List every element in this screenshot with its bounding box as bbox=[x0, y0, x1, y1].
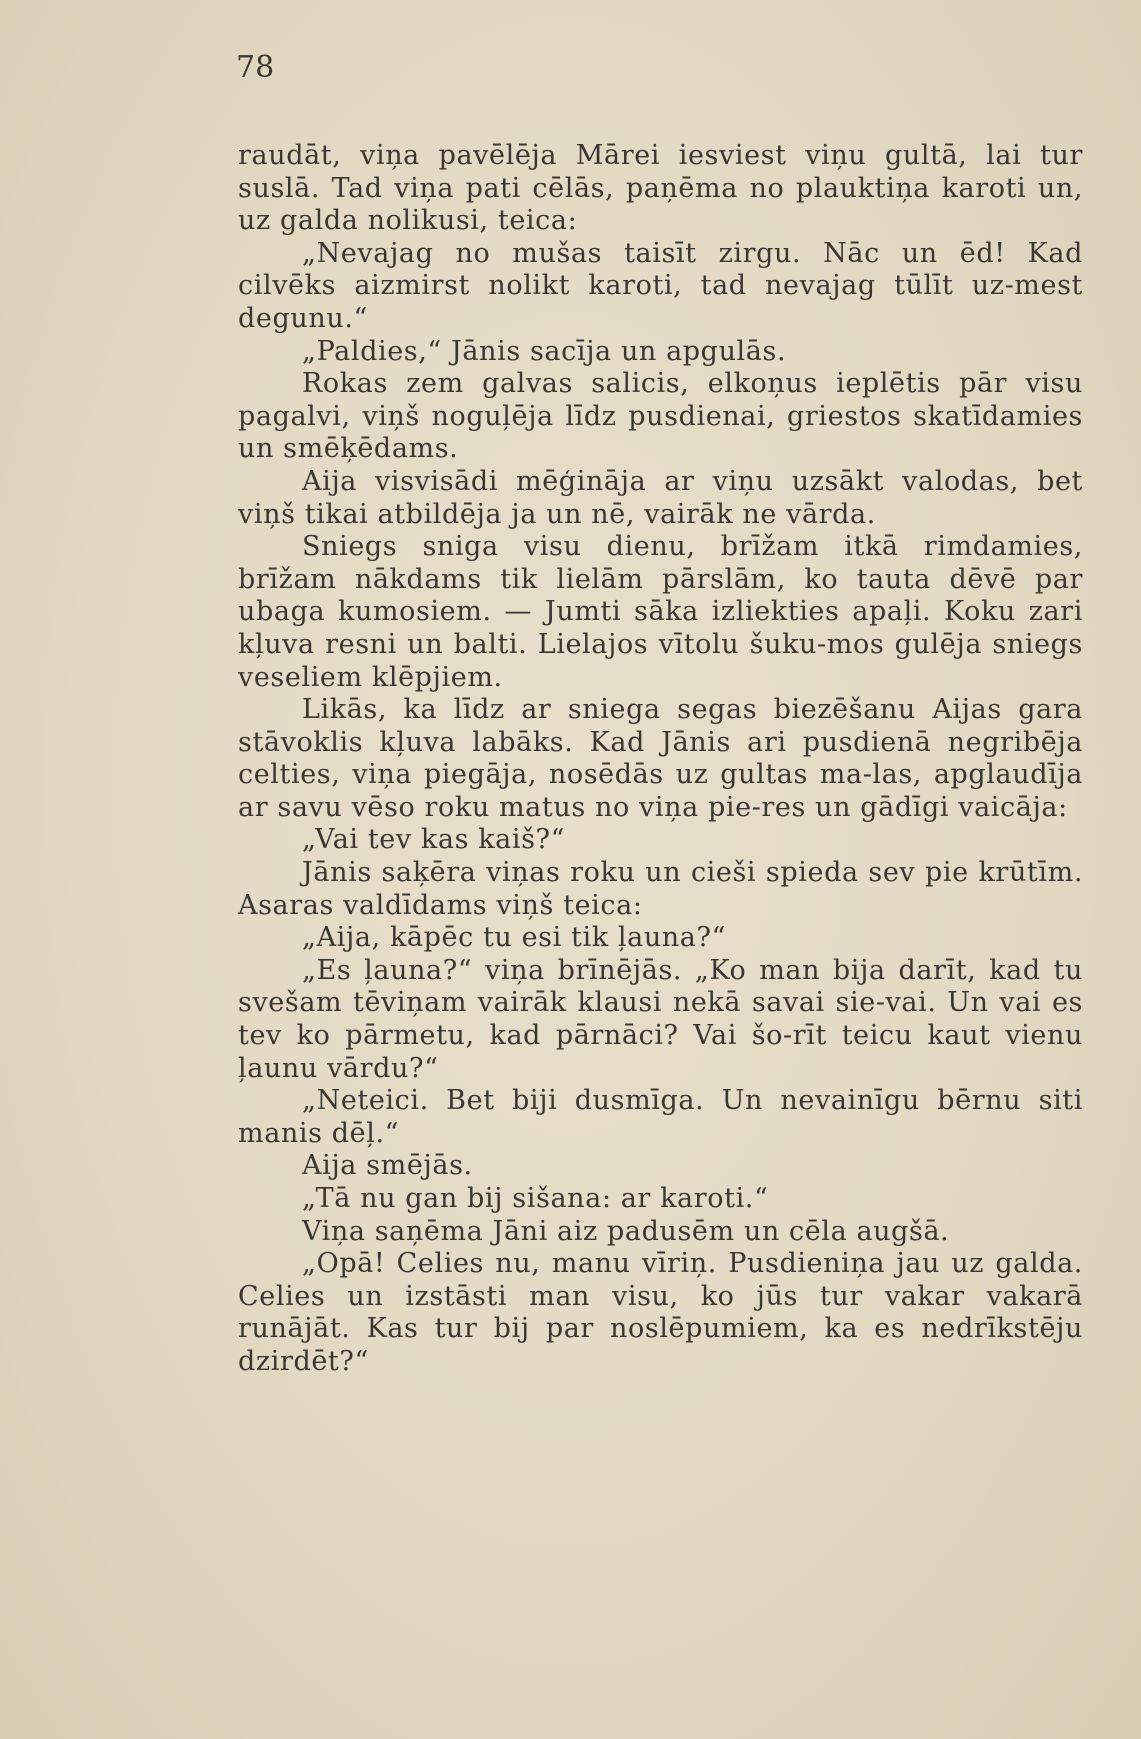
paragraph: Aija smējās. bbox=[302, 1150, 473, 1182]
paragraph: „Opā! Celies nu, manu vīriņ. Pusdieniņa jau uz galda. Celies un izstāsti man visu, ko jūs tur vakar vakarā runājāt. Kas tur bij par noslēpumiem, ka es nedrīkstēju dzirdēt?“ bbox=[238, 1248, 1083, 1377]
paragraph: raudāt, viņa pavēlēja Mārei iesviest viņu gultā, lai tur suslā. Tad viņa pati cēlās, paņēma no plauktiņa karoti un, uz galda nolikusi, teica: bbox=[238, 140, 1083, 237]
paragraph: Jānis saķēra viņas roku un cieši spieda sev pie krūtīm. Asaras valdīdams viņš teica: bbox=[238, 857, 1083, 921]
paragraph: „Neteici. Bet biji dusmīga. Un nevainīgu bērnu siti manis dēļ.“ bbox=[238, 1085, 1083, 1149]
paragraph: Viņa saņēma Jāni aiz padusēm un cēla augšā. bbox=[302, 1215, 950, 1247]
paragraph: Likās, ka līdz ar sniega segas biezēšanu Aijas gara stāvoklis kļuva labāks. Kad Jānis ari pusdienā negribēja celties, viņa piegāja, nosēdās uz gultas ma-las, apglaudīja ar savu vēso roku matus no viņa pie-res un gādīgi vaicāja: bbox=[238, 694, 1083, 823]
paragraph: Sniegs sniga visu dienu, brīžam itkā rimdamies, brīžam nākdams tik lielām pārslām, ko tauta dēvē par ubaga kumosiem. — Jumti sāka izliekties apaļi. Koku zari kļuva resni un balti. Lielajos vītolu šuku-mos gulēja sniegs veseliem klēpjiem. bbox=[238, 531, 1083, 693]
paragraph: „Es ļauna?“ viņa brīnējās. „Ko man bija darīt, kad tu svešam tēviņam vairāk klausi nekā savai sie-vai. Un vai es tev ko pārmetu, kad pārnāci? Vai šo-rīt teicu kaut vienu ļaunu vārdu?“ bbox=[238, 954, 1083, 1084]
page-number: 78 bbox=[236, 50, 275, 85]
paragraph: „Aija, kāpēc tu esi tik ļauna?“ bbox=[302, 922, 726, 954]
paragraph: „Paldies,“ Jānis sacīja un apgulās. bbox=[302, 335, 787, 367]
body-text bbox=[238, 140, 1083, 1379]
paragraph: Aija visvisādi mēģināja ar viņu uzsākt valodas, bet viņš tikai atbildēja ja un nē, vairāk ne vārda. bbox=[238, 465, 1083, 530]
paragraph: „Tā nu gan bij sišana: ar karoti.“ bbox=[302, 1183, 769, 1214]
paragraph: „Vai tev kas kaiš?“ bbox=[302, 824, 566, 856]
paragraph: „Nevajag no mušas taisīt zirgu. Nāc un ēd! Kad cilvēks aizmirst nolikt karoti, tad nevajag tūlīt uz-mest degunu.“ bbox=[238, 237, 1083, 334]
paragraph: Rokas zem galvas salicis, elkoņus ieplētis pār visu pagalvi, viņš noguļēja līdz pusdienai, griestos skatīdamies un smēķēdams. bbox=[238, 368, 1083, 465]
